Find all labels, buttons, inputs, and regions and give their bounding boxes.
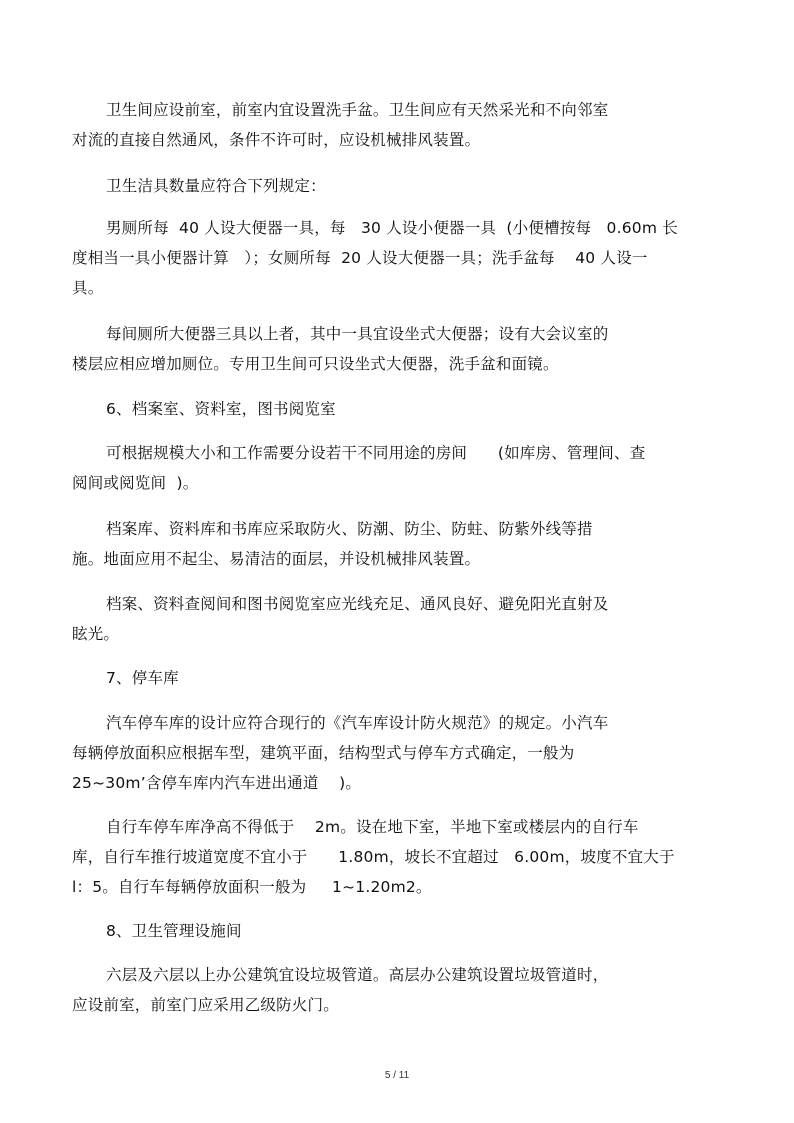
text-line: 楼层应相应增加厕位。专用卫生间可只设坐式大便器，洗手盆和面镜。: [72, 355, 559, 373]
text-line: 男厕所每 40 人设大便器一具，每 30 人设小便器一具 (小便槽按每 0.60m 长: [106, 219, 678, 237]
text-line: 库，自行车推行坡道宽度不宜小于 1.80m，坡长不宜超过 6.00m，坡度不宜大于: [72, 848, 675, 866]
text-line: 档案库、资料库和书库应采取防火、防潮、防尘、防蛀、防紫外线等措: [106, 520, 593, 538]
text-line: 卫生间应设前室，前室内宜设置洗手盆。卫生间应有天然采光和不向邻室: [106, 101, 609, 119]
page-number: 5 / 11: [384, 1070, 410, 1081]
text-line: 卫生洁具数量应符合下列规定：: [106, 177, 326, 195]
text-line: 可根据规模大小和工作需要分设若干不同用途的房间 (如库房、管理间、查: [106, 444, 646, 462]
text-line: 应设前室，前室门应采用乙级防火门。: [72, 996, 339, 1014]
text-line: 六层及六层以上办公建筑宜设垃圾管道。高层办公建筑设置垃圾管道时，: [106, 966, 609, 984]
text-line: 自行车停车库净高不得低于 2m。设在地下室，半地下室或楼层内的自行车: [106, 818, 639, 836]
text-line: 每辆停放面积应根据车型，建筑平面，结构型式与停车方式确定，一般为: [72, 744, 575, 762]
section-heading: 7、停车库: [106, 669, 179, 687]
section-heading: 6、档案室、资料室，图书阅览室: [106, 400, 336, 418]
text-line: 具。: [72, 279, 104, 297]
text-line: l：5。自行车每辆停放面积一般为 1~1.20m2。: [72, 878, 432, 896]
section-heading: 8、卫生管理设施间: [106, 922, 242, 940]
text-line: 对流的直接自然通风，条件不许可时，应设机械排风装置。: [72, 131, 481, 149]
text-line: 汽车停车库的设计应符合现行的《汽车库设计防火规范》的规定。小汽车: [106, 714, 609, 732]
text-line: 施。地面应用不起尘、易清洁的面层，并设机械排风装置。: [72, 550, 481, 568]
text-line: 阅间或阅览间 )。: [72, 474, 199, 492]
text-line: 每间厕所大便器三具以上者，其中一具宜设坐式大便器；设有大会议室的: [106, 325, 609, 343]
text-line: 25~30m’含停车库内汽车进出通道 )。: [72, 774, 362, 792]
text-line: 眩光。: [72, 625, 120, 643]
text-line: 档案、资料查阅间和图书阅览室应光线充足、通风良好、避免阳光直射及: [106, 595, 609, 613]
text-line: 度相当一具小便器计算 ）；女厕所每 20 人设大便器一具；洗手盆每 40 人设一: [72, 249, 648, 267]
